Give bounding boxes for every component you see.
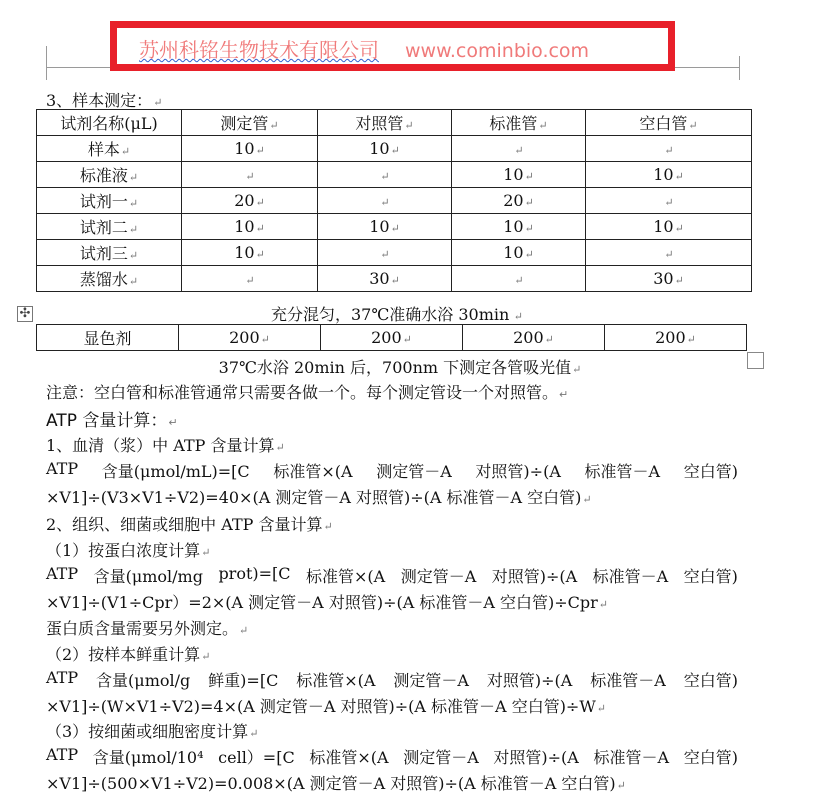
color-reagent-value: 200↵ — [463, 325, 605, 351]
color-reagent-value: 200↵ — [321, 325, 463, 351]
color-reagent-value: 200↵ — [179, 325, 321, 351]
reagent-table — [36, 109, 752, 292]
crop-mark-left — [46, 46, 47, 80]
volume-cell: 30↵ — [318, 266, 452, 292]
volume-cell: 10↵ — [586, 162, 752, 188]
volume-cell: ↵ — [318, 188, 452, 214]
calc-line-10b: ×V1]÷(500×V1÷V2)=0.008×(A 测定管－A 对照管)÷(A 标准管－A 空白管)↵ — [46, 774, 626, 793]
company-header — [139, 34, 589, 63]
table-row — [37, 240, 752, 266]
company-header-box — [110, 21, 675, 71]
table-header-cell: 测定管↵ — [182, 110, 318, 136]
table-header-cell: 试剂名称(μL) — [37, 110, 182, 136]
calc-line-7: （2）按样本鲜重计算↵ — [46, 645, 211, 664]
notice-line: 注意：空白管和标准管通常只需要各做一个。每个测定管设一个对照管。↵ — [46, 383, 569, 402]
volume-cell: 10↵ — [452, 162, 586, 188]
volume-cell: ↵ — [452, 266, 586, 292]
volume-cell: 20↵ — [182, 188, 318, 214]
calc-line-2a: ATP 含量(μmol/mL)=[C 标准管×(A 测定管－A 对照管)÷(A 标准管－A 空白管) — [46, 459, 738, 481]
volume-cell: 10↵ — [182, 214, 318, 240]
table-header-cell: 对照管↵ — [318, 110, 452, 136]
table-header-cell: 标准管↵ — [452, 110, 586, 136]
calc-title: ATP 含量计算：↵ — [46, 411, 178, 431]
color-reagent-table — [36, 324, 747, 351]
volume-cell: ↵ — [586, 188, 752, 214]
calc-line-9: （3）按细菌或细胞密度计算↵ — [46, 722, 259, 741]
calc-line-3: 2、组织、细菌或细胞中 ATP 含量计算↵ — [46, 515, 333, 534]
calc-line-4: （1）按蛋白浓度计算↵ — [46, 541, 211, 560]
volume-cell: 10↵ — [586, 214, 752, 240]
table-row — [37, 266, 752, 292]
volume-cell: 10↵ — [452, 214, 586, 240]
volume-cell: 10↵ — [452, 240, 586, 266]
company-name: 苏州科铭生物技术有限公司 — [139, 38, 379, 62]
table-header-cell: 空白管↵ — [586, 110, 752, 136]
volume-cell: 10↵ — [318, 136, 452, 162]
measure-note: 37℃水浴 20min 后，700nm 下测定各管吸光值↵ — [218, 358, 582, 377]
volume-cell: 10↵ — [182, 240, 318, 266]
table-row — [37, 162, 752, 188]
table-header-row — [37, 110, 752, 136]
reagent-name-cell: 标准液↵ — [37, 162, 182, 188]
table-move-handle-icon[interactable]: ✣ — [17, 306, 33, 322]
company-url: www.cominbio.com — [405, 40, 590, 62]
calc-line-5b: ×V1]÷(V1÷Cpr）=2×(A 测定管－A 对照管)÷(A 标准管－A 空白管)÷Cpr↵ — [46, 593, 608, 612]
crop-mark-right — [739, 56, 740, 80]
table-row — [37, 188, 752, 214]
crop-mark-right-h — [675, 67, 740, 68]
volume-cell: ↵ — [182, 162, 318, 188]
reagent-name-cell: 样本↵ — [37, 136, 182, 162]
color-reagent-label: 显色剂 — [37, 325, 179, 351]
reagent-name-cell: 试剂一↵ — [37, 188, 182, 214]
color-reagent-value: 200↵ — [605, 325, 747, 351]
calc-line-8b: ×V1]÷(W×V1÷V2)=4×(A 测定管－A 对照管)÷(A 标准管－A 空白管)÷W↵ — [46, 697, 607, 716]
volume-cell: ↵ — [586, 240, 752, 266]
section-title: 3、样本测定：↵ — [46, 91, 163, 110]
crop-mark-left-h — [46, 67, 110, 68]
calc-line-1: 1、血清（浆）中 ATP 含量计算↵ — [46, 436, 285, 455]
volume-cell: 10↵ — [318, 214, 452, 240]
volume-cell: ↵ — [586, 136, 752, 162]
reagent-name-cell: 试剂二↵ — [37, 214, 182, 240]
volume-cell: ↵ — [182, 266, 318, 292]
mix-note: 充分混匀，37℃准确水浴 30min ↵ — [270, 305, 524, 324]
reagent-name-cell: 蒸馏水↵ — [37, 266, 182, 292]
reagent-name-cell: 试剂三↵ — [37, 240, 182, 266]
volume-cell: 10↵ — [182, 136, 318, 162]
calc-line-10a: ATP 含量(μmol/10⁴ cell）=[C 标准管×(A 测定管－A 对照管)÷(A 标准管－A 空白管) — [46, 745, 738, 767]
volume-cell: ↵ — [318, 240, 452, 266]
calc-line-5a: ATP 含量(μmol/mg prot)=[C 标准管×(A 测定管－A 对照管)÷(A 标准管－A 空白管) — [46, 564, 738, 586]
volume-cell: 30↵ — [586, 266, 752, 292]
volume-cell: ↵ — [318, 162, 452, 188]
volume-cell: ↵ — [452, 136, 586, 162]
calc-line-8a: ATP 含量(μmol/g 鲜重)=[C 标准管×(A 测定管－A 对照管)÷(A 标准管－A 空白管) — [46, 668, 738, 690]
calc-line-6: 蛋白质含量需要另外测定。↵ — [46, 619, 249, 638]
volume-cell: 20↵ — [452, 188, 586, 214]
table-row — [37, 136, 752, 162]
calc-line-2b: ×V1]÷(V3×V1÷V2)=40×(A 测定管－A 对照管)÷(A 标准管－A 空白管)↵ — [46, 488, 592, 507]
table-row — [37, 214, 752, 240]
